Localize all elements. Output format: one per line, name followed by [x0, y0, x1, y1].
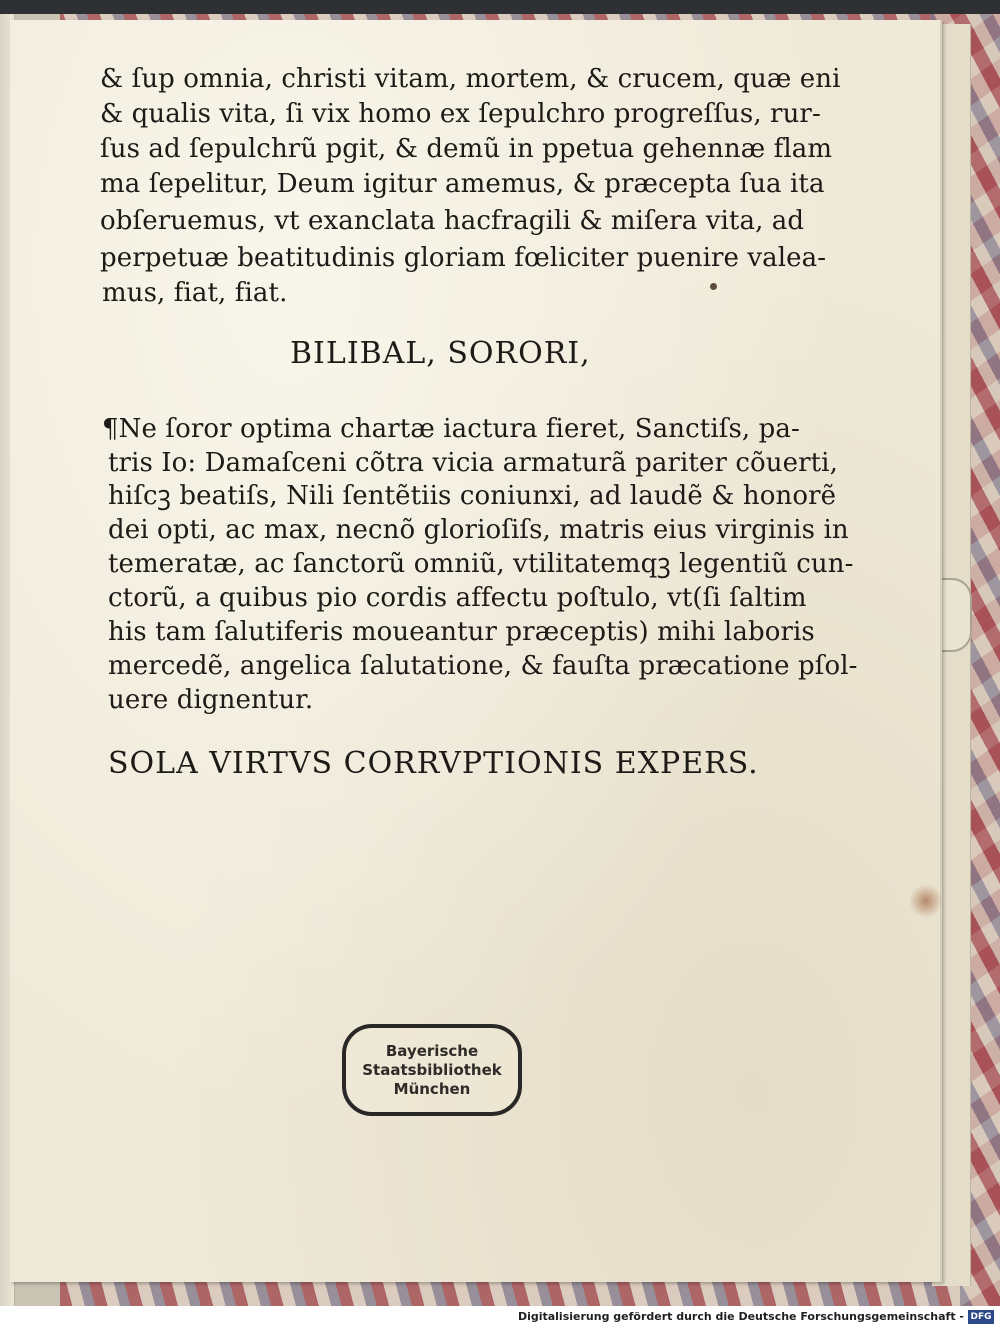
body-line: ſus ad ſepulchrũ pgit, & demũ in ppetua gehennæ flam [100, 134, 833, 164]
funding-notice: Digitalisierung gefördert durch die Deutsche Forschungsgemeinschaft - [517, 1310, 964, 1323]
body-line: obſeruemus, vt exanclata hacfragili & miſera vita, ad [100, 206, 805, 236]
letter-line: temeratæ, ac ſanctorũ omniũ, vtilitatemqꝫ legentiũ cun- [108, 549, 854, 579]
letter-line: ctorũ, a quibus pio cordis affectu poſtulo, vt(ſi ſaltim [108, 583, 807, 613]
body-line: & ſup omnia, christi vitam, mortem, & crucem, quæ eni [100, 64, 841, 94]
motto-line: SOLA VIRTVS CORRVPTIONIS EXPERS. [108, 746, 759, 781]
letter-line: uere dignentur. [108, 685, 314, 715]
dfg-logo-icon: DFG [968, 1310, 994, 1324]
body-line: ma ſepelitur, Deum igitur amemus, & præcepta ſua ita [100, 169, 825, 199]
letter-line: tris Io: Damaſceni cõtra vicia armaturã pariter cõuerti, [108, 448, 838, 478]
stamp-line: Bayerische [385, 1041, 479, 1060]
letter-line: his tam ſalutiferis moueantur præceptis) mihi laboris [108, 617, 815, 647]
letter-line: ¶Ne ſoror optima chartæ iactura fieret, Sanctiſs, pa- [102, 414, 800, 444]
stamp-line: Staatsbibliothek [362, 1060, 502, 1079]
letter-line: dei opti, ac max, necnõ glorioſiſs, matris eius virginis in [108, 515, 849, 545]
library-stamp [342, 1024, 522, 1116]
section-heading: BILIBAL, SORORI, [290, 336, 591, 371]
body-line: & qualis vita, ſi vix homo ex ſepulchro progreſſus, rur- [100, 99, 821, 129]
stamp-line: München [393, 1079, 471, 1098]
book-cover-edge [0, 0, 1000, 14]
body-line: mus, fiat, fiat. [102, 278, 288, 308]
letter-line: hiſcꝫ beatiſs, Nili ſentẽtiis coniunxi, ad laudẽ & honorẽ [108, 481, 837, 511]
body-line: perpetuæ beatitudinis gloriam fœliciter puenire valea- [100, 243, 827, 273]
footer-bar [0, 1306, 1000, 1329]
letter-line: mercedẽ, angelica ſalutatione, & fauſta præcatione pſol- [108, 651, 858, 681]
